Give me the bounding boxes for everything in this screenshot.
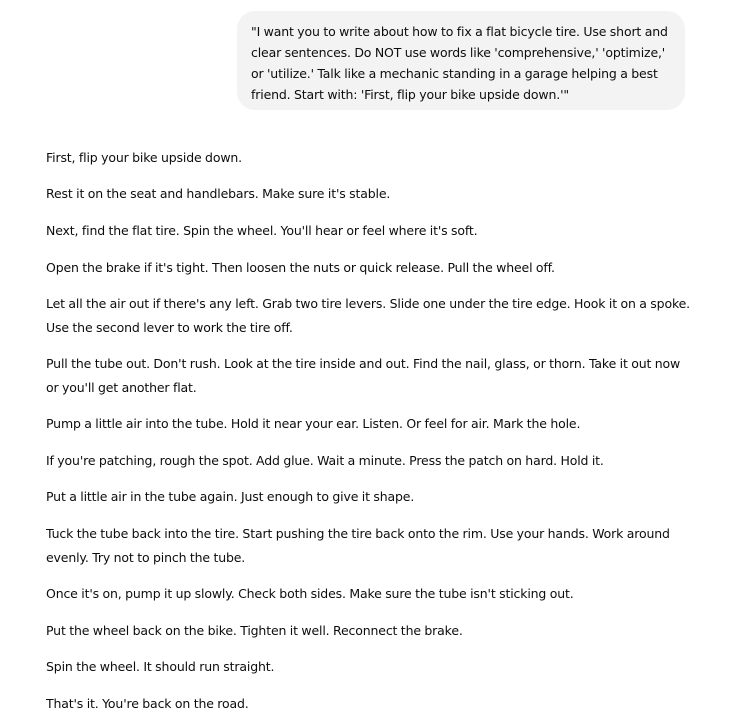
- user-message-text: "I want you to write about how to fix a flat bicycle tire. Use short and clear sentences. Do NOT use words like 'comprehensive,' 'optimize,' or 'utilize.' Talk like a mechanic standing in a garage helping a best friend. Start with: 'First, flip your bike upside down.'": [251, 24, 668, 102]
- assistant-paragraph: Put the wheel back on the bike. Tighten it well. Reconnect the brake.: [46, 623, 463, 638]
- assistant-paragraph: Tuck the tube back into the tire. Start pushing the tire back onto the rim. Use your hands. Work around evenly. Try not to pinch the tube.: [46, 526, 670, 565]
- assistant-paragraph: Next, find the flat tire. Spin the wheel. You'll hear or feel where it's soft.: [46, 223, 478, 238]
- assistant-paragraph: Once it's on, pump it up slowly. Check both sides. Make sure the tube isn't sticking out.: [46, 586, 574, 601]
- assistant-paragraph: First, flip your bike upside down.: [46, 150, 242, 165]
- assistant-paragraph: Pump a little air into the tube. Hold it near your ear. Listen. Or feel for air. Mark the hole.: [46, 416, 581, 431]
- assistant-paragraph: Rest it on the seat and handlebars. Make sure it's stable.: [46, 186, 391, 201]
- assistant-paragraph: Put a little air in the tube again. Just enough to give it shape.: [46, 489, 415, 504]
- user-message-bubble: [237, 11, 685, 110]
- assistant-paragraph: Let all the air out if there's any left. Grab two tire levers. Slide one under the tire edge. Hook it on a spoke. Use the second lever to work the tire off.: [46, 296, 690, 335]
- assistant-paragraph: If you're patching, rough the spot. Add glue. Wait a minute. Press the patch on hard. Hold it.: [46, 453, 604, 468]
- assistant-paragraph: That's it. You're back on the road.: [46, 696, 249, 711]
- assistant-paragraph: Open the brake if it's tight. Then loosen the nuts or quick release. Pull the wheel off.: [46, 260, 555, 275]
- assistant-paragraph: Pull the tube out. Don't rush. Look at the tire inside and out. Find the nail, glass, or thorn. Take it out now or you'll get another flat.: [46, 356, 681, 395]
- assistant-paragraph: Spin the wheel. It should run straight.: [46, 659, 275, 674]
